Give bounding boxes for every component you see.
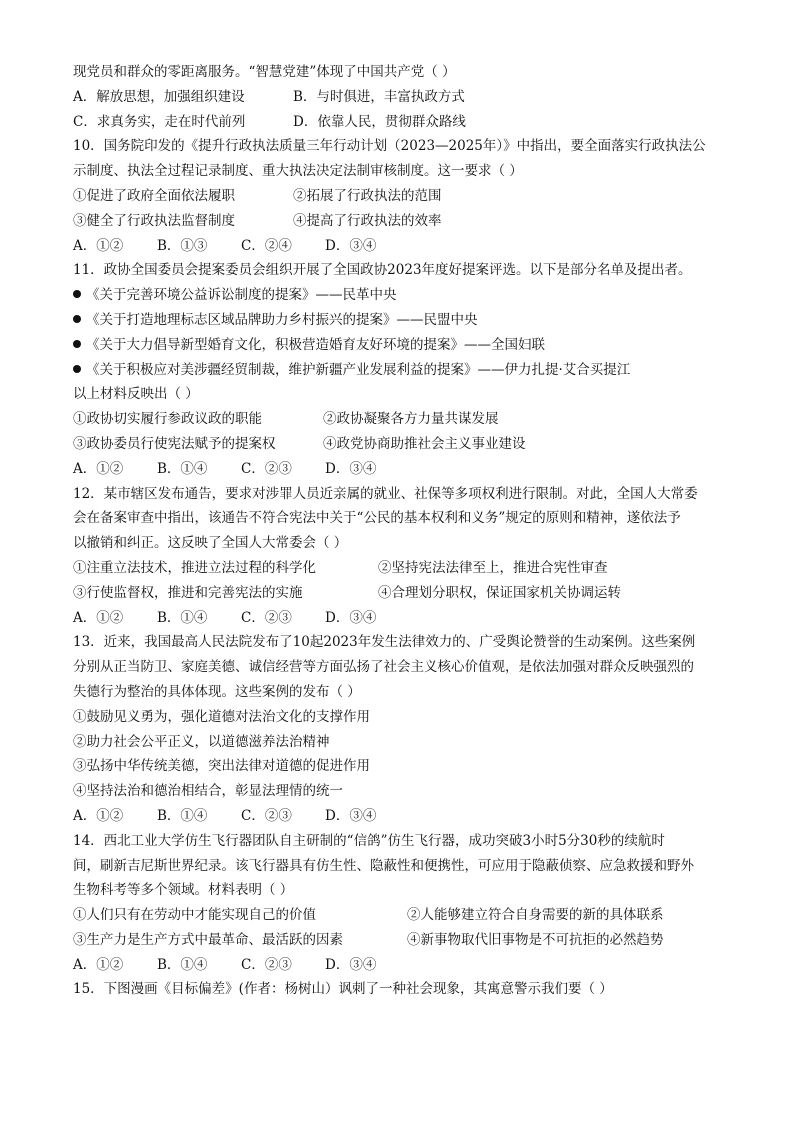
q11-item-3: ③政协委员行使宪法赋予的提案权 — [73, 435, 276, 452]
q14-stem-line2: 间，刷新吉尼斯世界纪录。该飞行器具有仿生性、隐蔽性和便携性，可应用于隐蔽侦察、应急救援和野外 — [73, 857, 694, 874]
q13-choice-d: D．③④ — [325, 807, 377, 824]
q11-choice-b: B．①④ — [157, 460, 208, 477]
q10-choice-c: C．②④ — [241, 237, 292, 254]
bullet-dot — [73, 315, 81, 323]
q11-bullet-2 — [73, 308, 723, 333]
exam-page — [73, 60, 723, 1002]
q14-choice-c: C．②③ — [241, 956, 292, 973]
q14-items-row1 — [73, 903, 723, 928]
q14-items-row2 — [73, 928, 723, 953]
q13-choice-c: C．②③ — [241, 807, 292, 824]
q13-choice-a: A．①② — [73, 807, 124, 824]
q11-choice-d: D．③④ — [325, 460, 377, 477]
q11-bullet-1 — [73, 283, 723, 308]
q12-choice-c: C．②③ — [241, 609, 292, 626]
q10-item-3: ③健全了行政执法监督制度 — [73, 212, 235, 229]
q11-items-row2 — [73, 432, 723, 457]
q12-item-4: ④合理划分职权，保证国家机关协调运转 — [378, 584, 621, 601]
q11-bullet-text: 《关于积极应对美涉疆经贸制裁，维护新疆产业发展利益的提案》——伊力扎提·艾合买提江 — [86, 361, 631, 378]
q13-stem-line2: 分别从正当防卫、家庭美德、诚信经营等方面弘扬了社会主义核心价值观，是依法加强对群众反映强烈的 — [73, 659, 694, 676]
q11-choices — [73, 457, 723, 482]
q14-item-3: ③生产力是生产方式中最革命、最活跃的因素 — [73, 931, 343, 948]
q13-stem-line1: 13．近来，我国最高人民法院发布了10起2023年发生法律效力的、广受舆论赞誉的生动案例。这些案例 — [73, 634, 696, 651]
q12-stem-line3: 以撤销和纠正。这反映了全国人大常委会（ ） — [73, 535, 348, 552]
q12-choice-a: A．①② — [73, 609, 124, 626]
q10-stem-line1: 10．国务院印发的《提升行政执法质量三年行动计划（2023—2025年）》中指出，要全面落实行政执法公 — [73, 138, 706, 155]
q11-bullet-3 — [73, 333, 723, 358]
q10-item-1: ①促进了政府全面依法履职 — [73, 187, 235, 204]
bullet-dot — [73, 340, 81, 348]
q11-stem-line1: 11．政协全国委员会提案委员会组织开展了全国政协2023年度好提案评选。以下是部分名单及提出者。 — [73, 262, 692, 279]
q11-bullet-text: 《关于大力倡导新型婚育文化，积极营造婚育友好环境的提案》——全国妇联 — [86, 336, 545, 353]
q11-prompt: 以上材料反映出（ ） — [73, 386, 199, 403]
q14-item-4: ④新事物取代旧事物是不可抗拒的必然趋势 — [407, 931, 664, 948]
q9-option-c: C．求真务实，走在时代前列 — [73, 113, 246, 130]
q12-item-3: ③行使监督权，推进和完善宪法的实施 — [73, 584, 303, 601]
q14-choice-d: D．③④ — [325, 956, 377, 973]
q13-item-3: ③弘扬中华传统美德，突出法律对道德的促进作用 — [73, 758, 370, 775]
q10-items-row1 — [73, 184, 723, 209]
q11-bullet-text: 《关于打造地理标志区域品牌助力乡村振兴的提案》——民盟中央 — [86, 311, 478, 328]
q14-choice-a: A．①② — [73, 956, 124, 973]
q13-choices — [73, 804, 723, 829]
q14-stem-line1: 14．西北工业大学仿生飞行器团队自主研制的“信鸽”仿生飞行器，成功突破3小时5分30秒的续航时 — [73, 832, 665, 849]
bullet-dot — [73, 365, 81, 373]
q10-stem-line2: 示制度、执法全过程记录制度、重大执法决定法制审核制度。这一要求（ ） — [73, 163, 523, 180]
q11-bullet-4 — [73, 358, 723, 383]
q13-item-1: ①鼓励见义勇为，强化道德对法治文化的支撑作用 — [73, 708, 370, 725]
q9-options-row2 — [73, 110, 723, 135]
q14-choice-b: B．①④ — [157, 956, 208, 973]
q14-item-1: ①人们只有在劳动中才能实现自己的价值 — [73, 907, 316, 924]
q15-stem-line1: 15．下图漫画《目标偏差》(作者：杨树山）讽刺了一种社会现象，其寓意警示我们要（ ） — [73, 981, 613, 998]
q11-choice-a: A．①② — [73, 460, 124, 477]
q10-choice-d: D．③④ — [325, 237, 377, 254]
q14-item-2: ②人能够建立符合自身需要的新的具体联系 — [407, 907, 664, 924]
q10-choice-b: B．①③ — [157, 237, 208, 254]
q12-choice-b: B．①④ — [157, 609, 208, 626]
q11-item-1: ①政协切实履行参政议政的职能 — [73, 411, 262, 428]
q13-item-2: ②助力社会公平正义，以道德滋养法治精神 — [73, 733, 330, 750]
q12-items-row2 — [73, 581, 723, 606]
q9-options-row1 — [73, 85, 723, 110]
q14-stem-line3: 生物科考等多个领域。材料表明（ ） — [73, 882, 294, 899]
q11-item-2: ②政协凝聚各方力量共谋发展 — [323, 411, 499, 428]
q14-choices — [73, 953, 723, 978]
q12-stem-line2: 会在备案审查中指出，该通告不符合宪法中关于“公民的基本权利和义务”规定的原则和精神，遂依法予 — [73, 510, 681, 527]
q13-choice-b: B．①④ — [157, 807, 208, 824]
q12-item-1: ①注重立法技术，推进立法过程的科学化 — [73, 559, 316, 576]
q11-items-row1 — [73, 407, 723, 432]
q11-item-4: ④政党协商助推社会主义事业建设 — [323, 435, 526, 452]
q10-item-4: ④提高了行政执法的效率 — [293, 212, 442, 229]
q13-stem-line3: 失德行为整治的具体体现。这些案例的发布（ ） — [73, 683, 361, 700]
q13-item-4: ④坚持法治和德治相结合，彰显法理情的统一 — [73, 783, 343, 800]
q10-item-2: ②拓展了行政执法的范围 — [293, 187, 442, 204]
q12-item-2: ②坚持宪法法律至上，推进合宪性审查 — [378, 559, 608, 576]
q9-option-a: A．解放思想，加强组织建设 — [73, 88, 245, 105]
q12-items-row1 — [73, 556, 723, 581]
q9-option-d: D．依靠人民，贯彻群众路线 — [293, 113, 466, 130]
q9-option-b: B．与时俱进，丰富执政方式 — [293, 88, 465, 105]
q12-stem-line1: 12．某市辖区发布通告，要求对涉罪人员近亲属的就业、社保等多项权利进行限制。对此，全国人大常委 — [73, 485, 698, 502]
q10-choice-a: A．①② — [73, 237, 124, 254]
q10-items-row2 — [73, 209, 723, 234]
q11-choice-c: C．②③ — [241, 460, 292, 477]
q12-choices — [73, 606, 723, 631]
q12-choice-d: D．③④ — [325, 609, 377, 626]
q11-bullet-text: 《关于完善环境公益诉讼制度的提案》——民革中央 — [86, 287, 397, 304]
q10-choices — [73, 234, 723, 259]
q9-stem-tail: 现党员和群众的零距离服务。“智慧党建”体现了中国共产党（ ） — [73, 64, 456, 80]
bullet-dot — [73, 290, 81, 298]
